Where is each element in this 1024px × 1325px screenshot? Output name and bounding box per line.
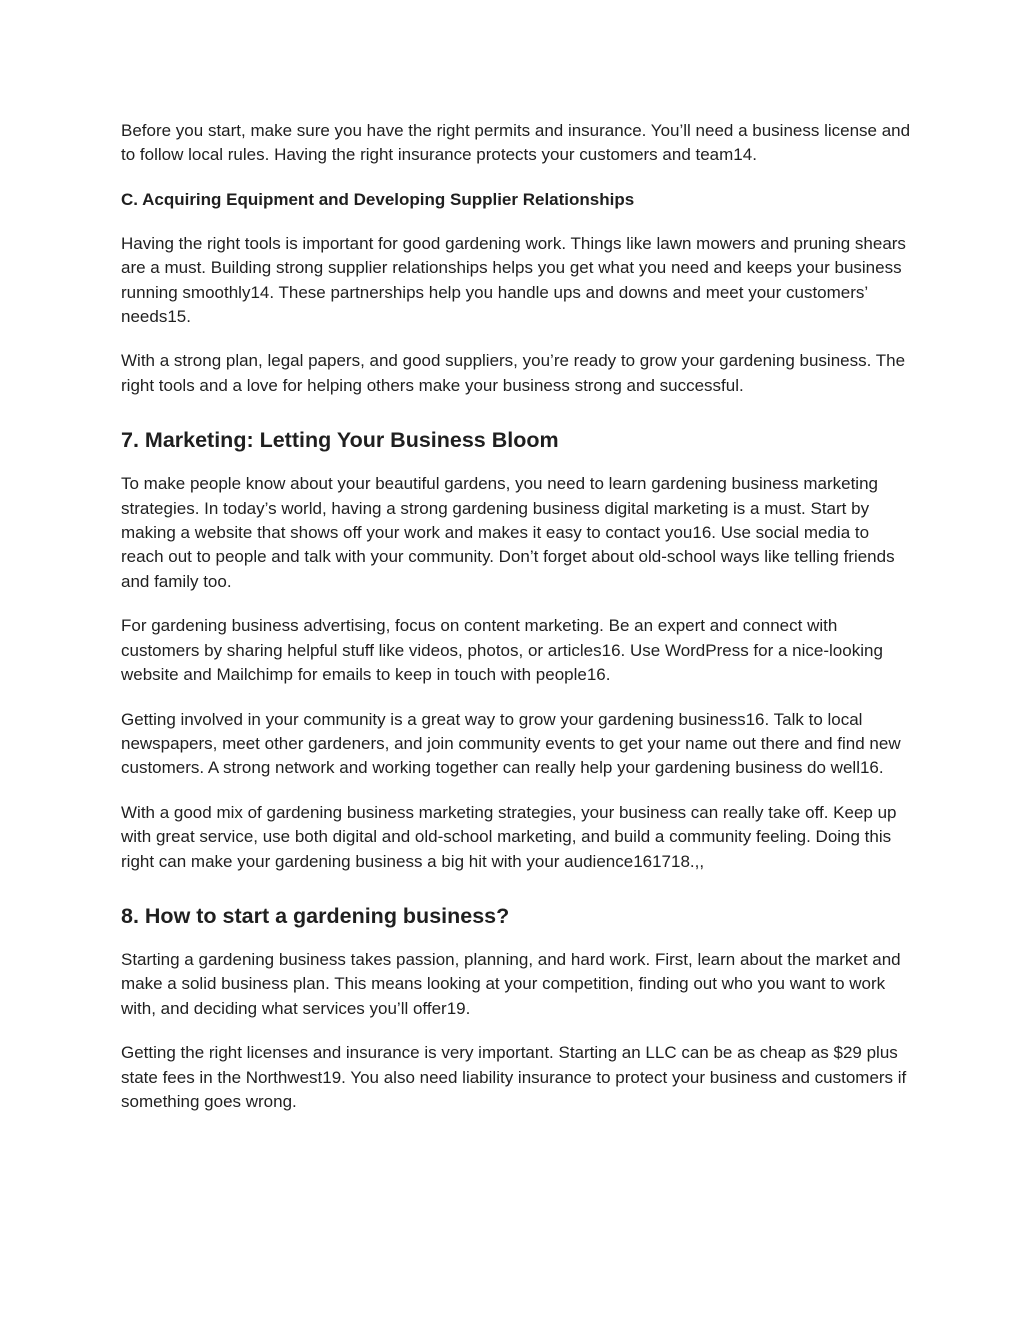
paragraph-licenses: Getting the right licenses and insurance is very important. Starting an LLC can be as cheap as $29 plus state fees in the Northwest19. You also need liability insurance to protect your business and customers if something goes wrong. <box>121 1043 907 1111</box>
paragraph-community: Getting involved in your community is a great way to grow your gardening business16. Talk to local newspapers, meet other gardeners, and join community events to get your name out there and find new customers. A strong network and working together can really help your gardening business do well16. <box>121 709 901 778</box>
paragraph-strong-plan: With a strong plan, legal papers, and good suppliers, you’re ready to grow your gardening business. The right tools and a love for helping others make your business strong and successful. <box>121 351 906 395</box>
paragraph-tools: Having the right tools is important for good gardening work. Things like lawn mowers and pruning shears are a must. Building strong supplier relationships helps you get what you need and keeps your business running smoothly14. These partnerships help you handle ups and downs and meet your customers’ needs15. <box>121 233 906 327</box>
paragraph-marketing-intro: To make people know about your beautiful gardens, you need to learn gardening business marketing strategies. In today’s world, having a strong gardening business digital marketing is a must. Start by making a website that shows off your work and makes it easy to contact you16. Use social media to reach out to people and talk with your community. Don’t forget about old-school ways like telling friends and family too. <box>121 474 895 591</box>
heading-marketing: 7. Marketing: Letting Your Business Bloom <box>121 428 559 453</box>
document-page <box>121 119 911 1134</box>
subheading-equipment: C. Acquiring Equipment and Developing Supplier Relationships <box>121 189 635 209</box>
paragraph-advertising: For gardening business advertising, focus on content marketing. Be an expert and connect with customers by sharing helpful stuff like videos, photos, or articles16. Use WordPress for a nice-looking website and Mailchimp for emails to keep in touch with people16. <box>121 616 883 685</box>
paragraph-permits: Before you start, make sure you have the right permits and insurance. You’ll need a business license and to follow local rules. Having the right insurance protects your customers and team14. <box>121 121 911 165</box>
paragraph-starting: Starting a gardening business takes passion, planning, and hard work. First, learn about the market and make a solid business plan. This means looking at your competition, finding out who you want to work with, and deciding what services you’ll offer19. <box>121 949 901 1018</box>
heading-how-to-start: 8. How to start a gardening business? <box>121 903 510 928</box>
paragraph-marketing-mix: With a good mix of gardening business marketing strategies, your business can really take off. Keep up with great service, use both digital and old-school marketing, and build a community feeling. Doing this right can make your gardening business a big hit with your audience161718.,, <box>121 802 897 871</box>
